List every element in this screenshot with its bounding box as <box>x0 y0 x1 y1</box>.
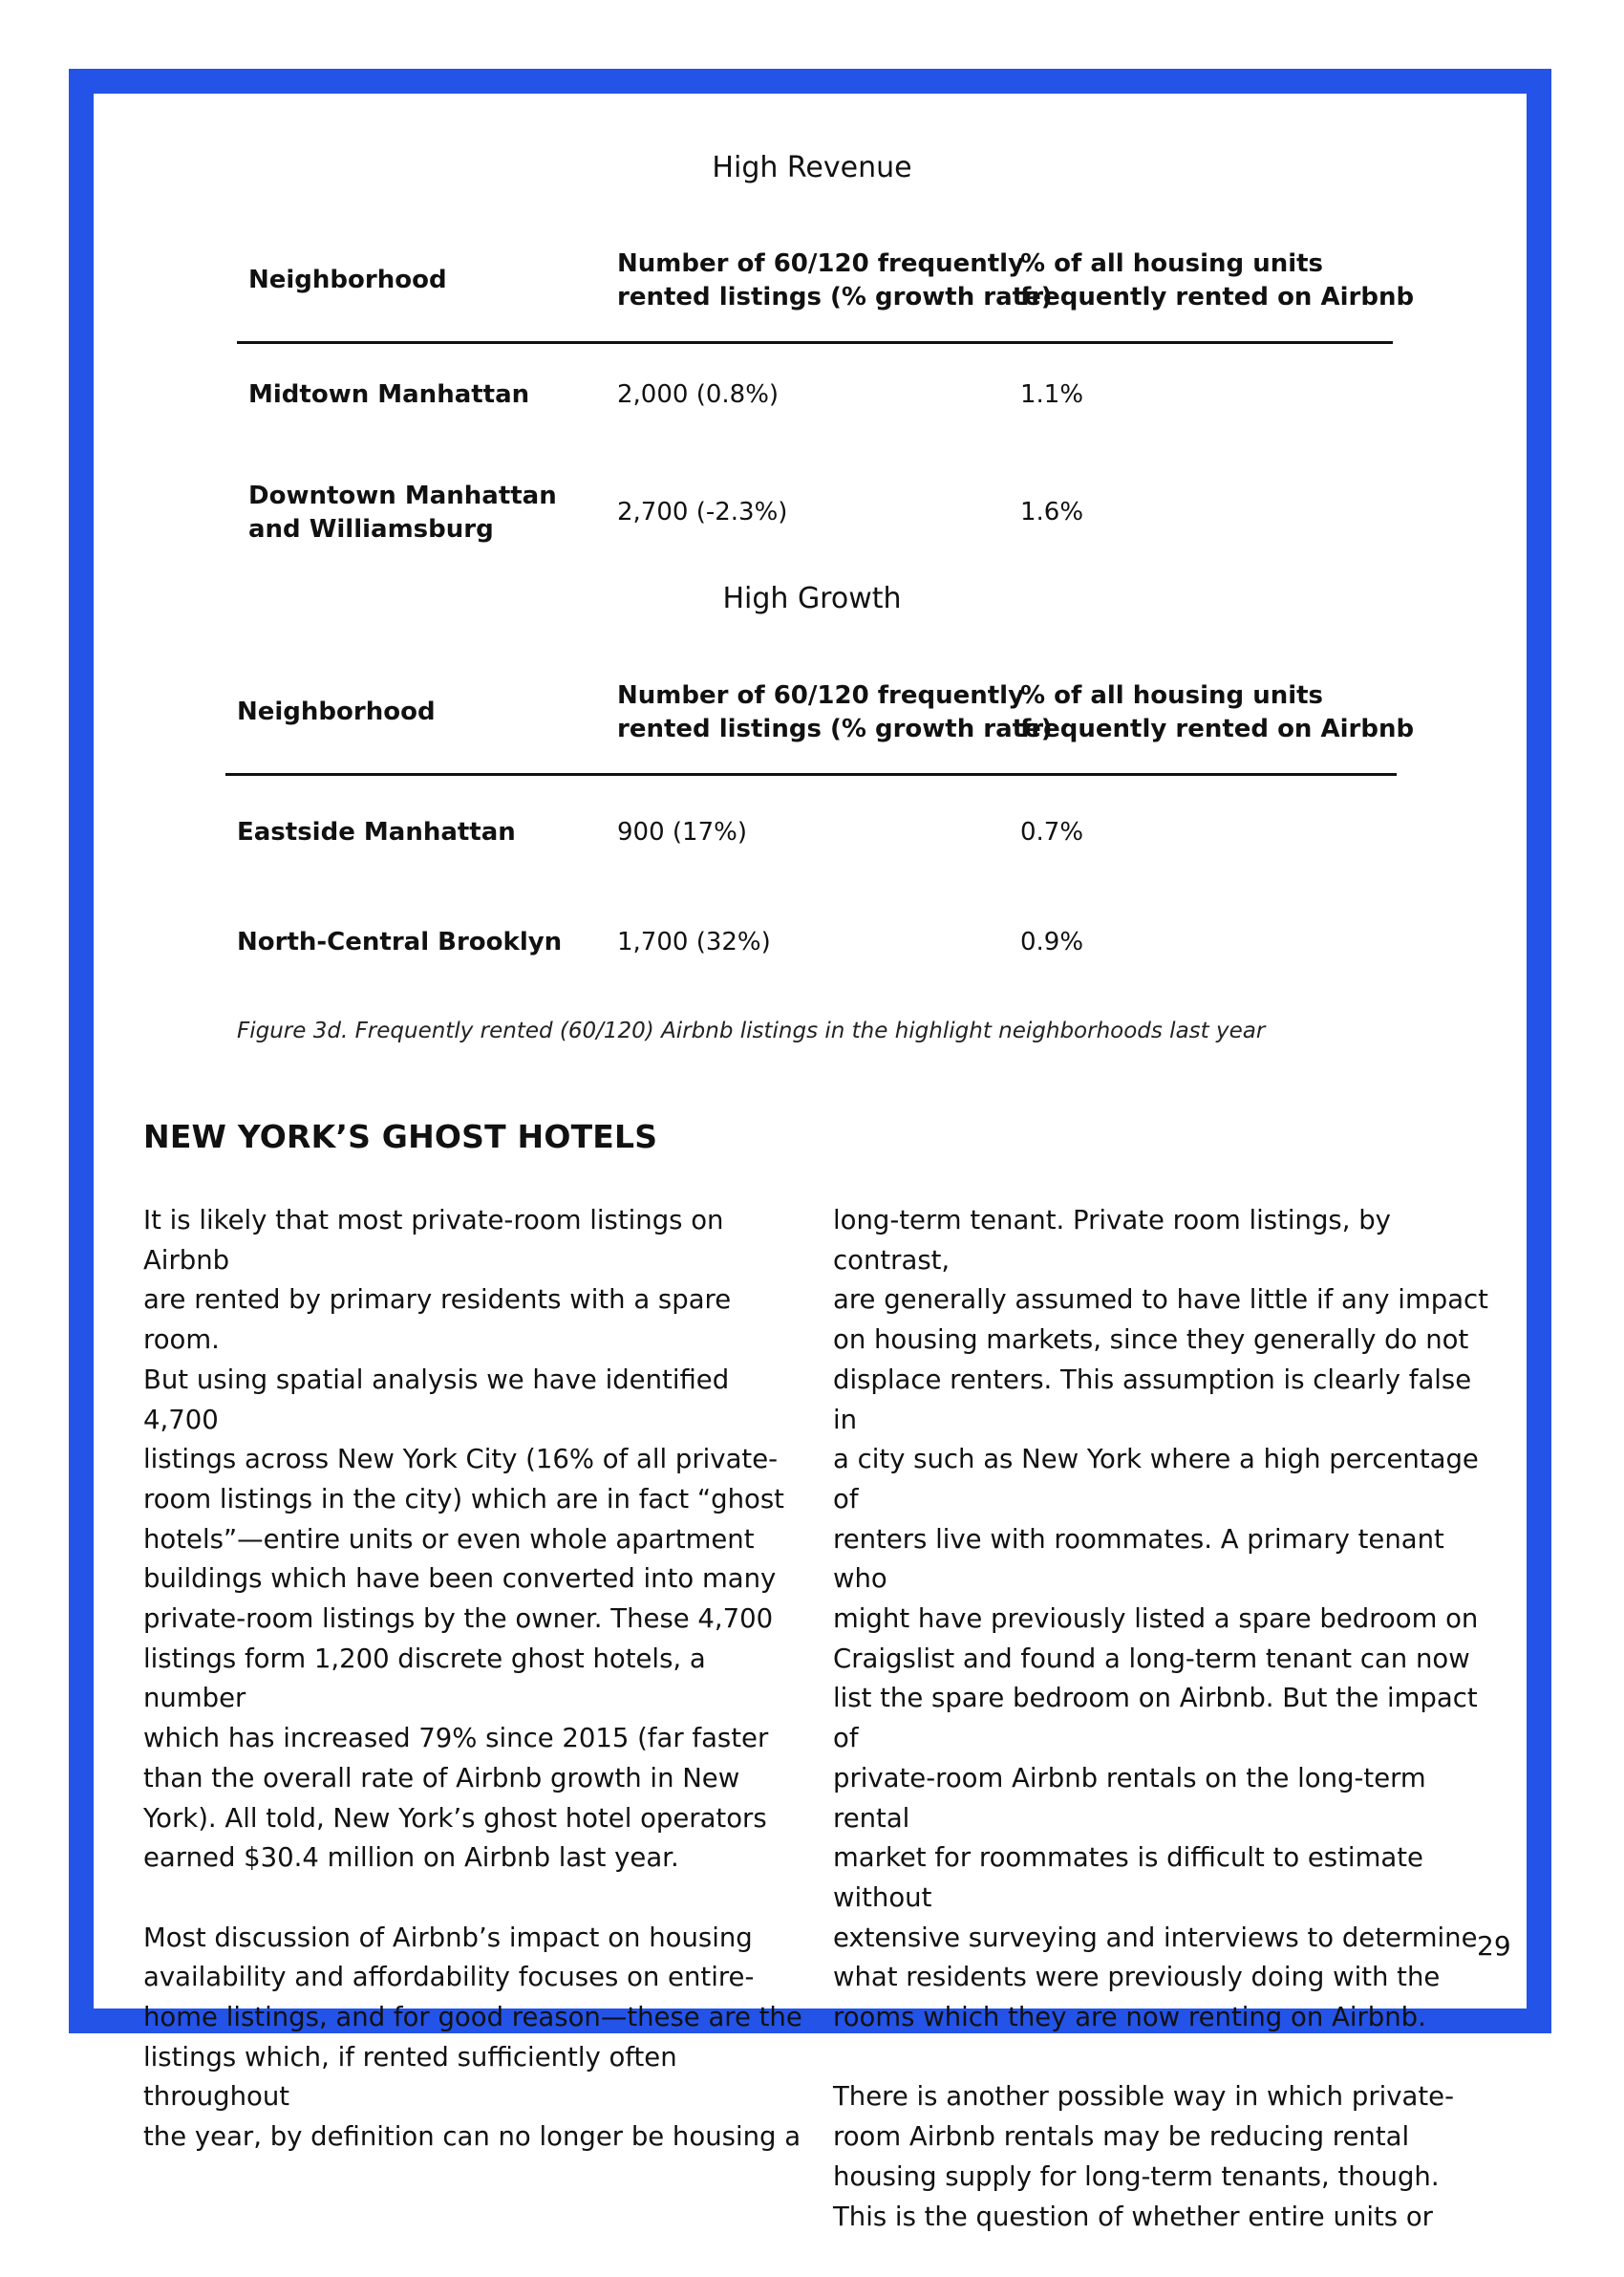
paragraph: It is likely that most private-room listings on Airbnb are rented by primary residents with a spare room. But using spatial analysis we have identified 4,700 listings across New York City (16% of all private- room listings in the city) which are in fact “ghost hotels”—entire units or even whole apartment buildings which have been converted into many private-room listings by the owner. These 4,700 listings form 1,200 discrete ghost hotels, a number which has increased 79% since 2015 (far faster than the overall rate of Airbnb growth in New York). All told, New York’s ghost hotel operators earned $30.4 million on Airbnb last year. <box>143 1205 784 1874</box>
section-heading: NEW YORK’S GHOST HOTELS <box>143 1118 658 1155</box>
left-column <box>143 1201 802 2198</box>
column-header-listings: Number of 60/120 frequently rented listings (% growth rate) <box>617 249 1053 311</box>
paragraph: long-term tenant. Private room listings, by contrast, are generally assumed to have little if any impact on housing markets, since they generally do not displace renters. This assumption is clearly false in a city such as New York where a high percentage of renters live with roommates. A primary tenant who might have previously listed a spare bedroom on Craigslist and found a long-term tenant can now list the spare bedroom on Airbnb. But the impact of private-room Airbnb rentals on the long-term rental market for roommates is difficult to estimate without extensive surveying and interviews to determine what residents were previously doing with the rooms which they are now renting on Airbnb. <box>833 1205 1488 2033</box>
paragraph: There is another possible way in which private- room Airbnb rentals may be reducing rental housing supply for long-term tenants, though. This is the question of whether entire units or <box>833 2081 1455 2232</box>
row-percent: 1.6% <box>1020 498 1084 526</box>
column-header-neighborhood: Neighborhood <box>248 266 447 294</box>
row-listings: 900 (17%) <box>617 818 747 847</box>
row-percent: 1.1% <box>1020 380 1084 409</box>
row-neighborhood: Midtown Manhattan <box>248 380 530 409</box>
column-header-percent: % of all housing units frequently rented on Airbnb <box>1020 681 1415 743</box>
column-header-neighborhood: Neighborhood <box>237 698 436 726</box>
row-listings: 1,700 (32%) <box>617 928 771 956</box>
page-number: 29 <box>1477 1930 1511 1962</box>
table-title-high-growth: High Growth <box>722 582 902 615</box>
table-header-rule <box>225 773 1397 776</box>
table-title-high-revenue: High Revenue <box>712 151 912 184</box>
row-neighborhood: North-Central Brooklyn <box>237 928 563 956</box>
figure-caption: Figure 3d. Frequently rented (60/120) Airbnb listings in the highlight neighborhoods last year <box>237 1019 1266 1043</box>
row-percent: 0.9% <box>1020 928 1084 956</box>
column-header-listings: Number of 60/120 frequently rented listings (% growth rate) <box>617 681 1053 743</box>
row-percent: 0.7% <box>1020 818 1084 847</box>
row-neighborhood: Downtown Manhattan and Williamsburg <box>248 482 557 544</box>
paragraph: Most discussion of Airbnb’s impact on housing availability and affordability focuses on entire- home listings, and for good reason—these are the listings which, if rented sufficiently often throughout the year, by definition can no longer be housing a <box>143 1922 802 2153</box>
row-listings: 2,700 (-2.3%) <box>617 498 788 526</box>
column-header-percent: % of all housing units frequently rented on Airbnb <box>1020 249 1415 311</box>
right-column <box>833 1201 1492 2277</box>
table-header-rule <box>237 341 1393 344</box>
row-neighborhood: Eastside Manhattan <box>237 818 516 847</box>
row-listings: 2,000 (0.8%) <box>617 380 780 409</box>
